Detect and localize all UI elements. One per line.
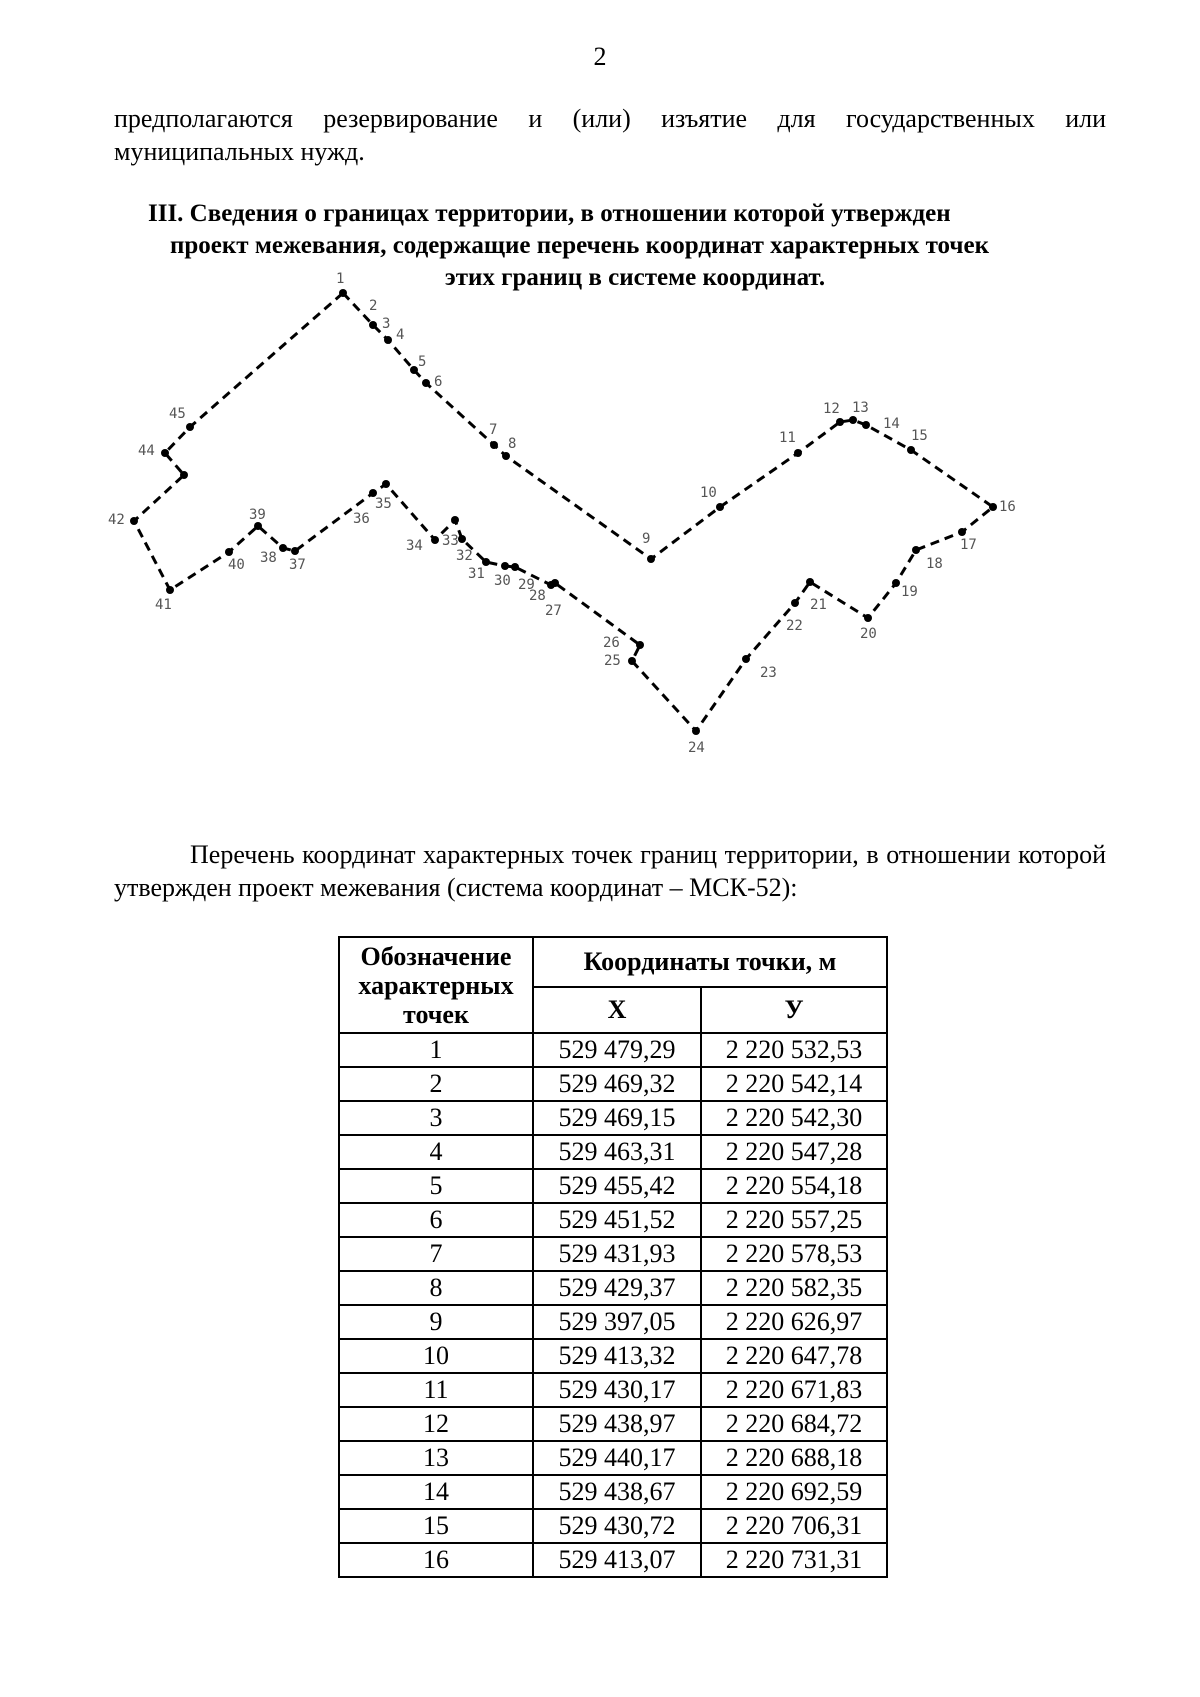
point-label: 14: [883, 416, 900, 432]
cell-point: 10: [339, 1339, 533, 1373]
boundary-point: [225, 548, 233, 556]
boundary-point: [410, 366, 418, 374]
point-label: 7: [489, 422, 498, 438]
boundary-point: [912, 546, 920, 554]
cell-x: 529 479,29: [533, 1033, 701, 1067]
boundary-point: [862, 421, 870, 429]
point-label: 16: [999, 499, 1016, 515]
boundary-point: [628, 657, 636, 665]
boundary-point: [490, 441, 498, 449]
boundary-point: [339, 289, 347, 297]
point-label: 29: [518, 577, 535, 593]
cell-x: 529 430,17: [533, 1373, 701, 1407]
boundary-point: [161, 449, 169, 457]
boundary-point: [806, 578, 814, 586]
point-label: 40: [228, 557, 245, 573]
cell-y: 2 220 688,18: [701, 1441, 887, 1475]
boundary-point: [422, 379, 430, 387]
table-row: [339, 1101, 887, 1135]
cell-y: 2 220 684,72: [701, 1407, 887, 1441]
boundary-point: [384, 336, 392, 344]
cell-point: 16: [339, 1543, 533, 1577]
point-label: 6: [434, 374, 443, 390]
table-row: [339, 1373, 887, 1407]
cell-point: 9: [339, 1305, 533, 1339]
boundary-point: [180, 471, 188, 479]
cell-x: 529 438,67: [533, 1475, 701, 1509]
cell-y: 2 220 532,53: [701, 1033, 887, 1067]
boundary-point: [864, 614, 872, 622]
boundary-point: [958, 528, 966, 536]
point-label: 4: [396, 327, 405, 343]
boundary-point: [501, 562, 509, 570]
cell-y: 2 220 582,35: [701, 1271, 887, 1305]
cell-x: 529 469,15: [533, 1101, 701, 1135]
cell-x: 529 413,32: [533, 1339, 701, 1373]
cell-y: 2 220 731,31: [701, 1543, 887, 1577]
cell-x: 529 455,42: [533, 1169, 701, 1203]
table-row: [339, 1033, 887, 1067]
cell-x: 529 463,31: [533, 1135, 701, 1169]
cell-point: 2: [339, 1067, 533, 1101]
header-coordinates: Координаты точки, м: [533, 937, 887, 987]
boundary-point: [291, 547, 299, 555]
coordinates-table-body: [339, 1033, 887, 1577]
point-label: 32: [456, 548, 473, 564]
cell-point: 7: [339, 1237, 533, 1271]
page-number: 2: [593, 42, 607, 71]
point-label: 42: [108, 512, 125, 528]
boundary-point: [836, 418, 844, 426]
point-label: 31: [468, 566, 485, 582]
boundary-point: [254, 522, 262, 530]
cell-y: 2 220 706,31: [701, 1509, 887, 1543]
coords-intro-paragraph: Перечень координат характерных точек границ территории, в отношении которой утвержден проект межевания (система координат – МСК-52):: [114, 840, 1106, 902]
table-row: [339, 1509, 887, 1543]
table-row: [339, 1237, 887, 1271]
table-row: [339, 1407, 887, 1441]
point-label: 5: [418, 354, 427, 370]
point-label: 22: [786, 618, 803, 634]
boundary-point: [849, 416, 857, 424]
point-label: 3: [382, 316, 391, 332]
boundary-point: [791, 599, 799, 607]
cell-point: 12: [339, 1407, 533, 1441]
boundary-point: [742, 655, 750, 663]
section-heading-line-2: проект межевания, содержащие перечень координат характерных точек: [170, 232, 989, 259]
cell-y: 2 220 626,97: [701, 1305, 887, 1339]
table-row: [339, 1169, 887, 1203]
table-row: [339, 1305, 887, 1339]
coordinates-table: [338, 936, 888, 1578]
point-label: 12: [823, 401, 840, 417]
point-label: 1: [336, 271, 345, 287]
boundary-point: [279, 544, 287, 552]
boundary-point: [502, 452, 510, 460]
table-row: [339, 1067, 887, 1101]
boundary-point: [482, 558, 490, 566]
point-label: 19: [901, 584, 918, 600]
cell-point: 15: [339, 1509, 533, 1543]
boundary-labels: [108, 271, 1016, 756]
boundary-point: [716, 503, 724, 511]
point-label: 41: [155, 597, 172, 613]
boundary-point: [892, 579, 900, 587]
cell-point: 11: [339, 1373, 533, 1407]
section-heading: [114, 198, 1106, 294]
cell-x: 529 430,72: [533, 1509, 701, 1543]
cell-point: 1: [339, 1033, 533, 1067]
intro-paragraph: предполагаются резервирование и (или) изъятие для государственных или муниципальных нужд.: [114, 104, 1106, 166]
cell-x: 529 413,07: [533, 1543, 701, 1577]
cell-point: 3: [339, 1101, 533, 1135]
point-label: 8: [508, 436, 517, 452]
cell-y: 2 220 671,83: [701, 1373, 887, 1407]
boundary-point: [166, 586, 174, 594]
point-label: 9: [642, 531, 651, 547]
point-label: 17: [960, 537, 977, 553]
table-row: [339, 1543, 887, 1577]
header-y: У: [701, 987, 887, 1033]
point-label: 18: [926, 556, 943, 572]
cell-y: 2 220 557,25: [701, 1203, 887, 1237]
cell-x: 529 438,97: [533, 1407, 701, 1441]
boundary-point: [989, 503, 997, 511]
point-label: 23: [760, 665, 777, 681]
boundary-point: [647, 555, 655, 563]
boundary-point: [458, 535, 466, 543]
point-label: 10: [700, 485, 717, 501]
point-label: 39: [249, 507, 266, 523]
point-label: 26: [603, 635, 620, 651]
point-label: 25: [604, 653, 621, 669]
cell-y: 2 220 578,53: [701, 1237, 887, 1271]
cell-point: 4: [339, 1135, 533, 1169]
table-row: [339, 1441, 887, 1475]
point-label: 33: [442, 533, 459, 549]
point-label: 37: [289, 557, 306, 573]
point-label: 24: [688, 740, 705, 756]
point-label: 15: [911, 428, 928, 444]
point-label: 13: [852, 400, 869, 416]
boundary-point: [547, 581, 555, 589]
boundary-point: [186, 423, 194, 431]
point-label: 20: [860, 626, 877, 642]
header-x: X: [533, 987, 701, 1033]
table-row: [339, 1339, 887, 1373]
boundary-point: [511, 563, 519, 571]
point-label: 36: [353, 511, 370, 527]
boundary-point: [382, 480, 390, 488]
cell-y: 2 220 542,14: [701, 1067, 887, 1101]
boundary-point: [431, 536, 439, 544]
header-point-name: Обозначение характерных точек: [339, 937, 533, 1033]
point-label: 38: [260, 550, 277, 566]
boundary-point: [692, 727, 700, 735]
point-label: 30: [494, 573, 511, 589]
cell-y: 2 220 554,18: [701, 1169, 887, 1203]
cell-point: 14: [339, 1475, 533, 1509]
boundary-point: [794, 449, 802, 457]
point-label: 27: [545, 603, 562, 619]
point-label: 28: [529, 588, 546, 604]
cell-point: 13: [339, 1441, 533, 1475]
point-label: 2: [369, 298, 378, 314]
point-label: 44: [138, 443, 155, 459]
point-label: 35: [375, 496, 392, 512]
cell-y: 2 220 547,28: [701, 1135, 887, 1169]
cell-y: 2 220 692,59: [701, 1475, 887, 1509]
boundary-point: [451, 516, 459, 524]
point-label: 11: [779, 430, 796, 446]
boundary-point: [369, 321, 377, 329]
cell-y: 2 220 542,30: [701, 1101, 887, 1135]
cell-x: 529 429,37: [533, 1271, 701, 1305]
cell-x: 529 440,17: [533, 1441, 701, 1475]
point-label: 21: [810, 597, 827, 613]
table-row: [339, 1203, 887, 1237]
point-label: 34: [406, 538, 423, 554]
cell-point: 5: [339, 1169, 533, 1203]
section-heading-line-1: III. Сведения о границах территории, в отношении которой утвержден: [148, 200, 951, 227]
point-label: 45: [169, 406, 186, 422]
table-row: [339, 1271, 887, 1305]
cell-point: 6: [339, 1203, 533, 1237]
cell-x: 529 451,52: [533, 1203, 701, 1237]
cell-x: 529 431,93: [533, 1237, 701, 1271]
boundary-point: [636, 641, 644, 649]
boundary-point: [130, 517, 138, 525]
table-row: [339, 1135, 887, 1169]
cell-x: 529 469,32: [533, 1067, 701, 1101]
cell-y: 2 220 647,78: [701, 1339, 887, 1373]
cell-x: 529 397,05: [533, 1305, 701, 1339]
table-row: [339, 1475, 887, 1509]
boundary-point: [907, 446, 915, 454]
cell-point: 8: [339, 1271, 533, 1305]
section-heading-line-3: этих границ в системе координат.: [444, 264, 826, 291]
